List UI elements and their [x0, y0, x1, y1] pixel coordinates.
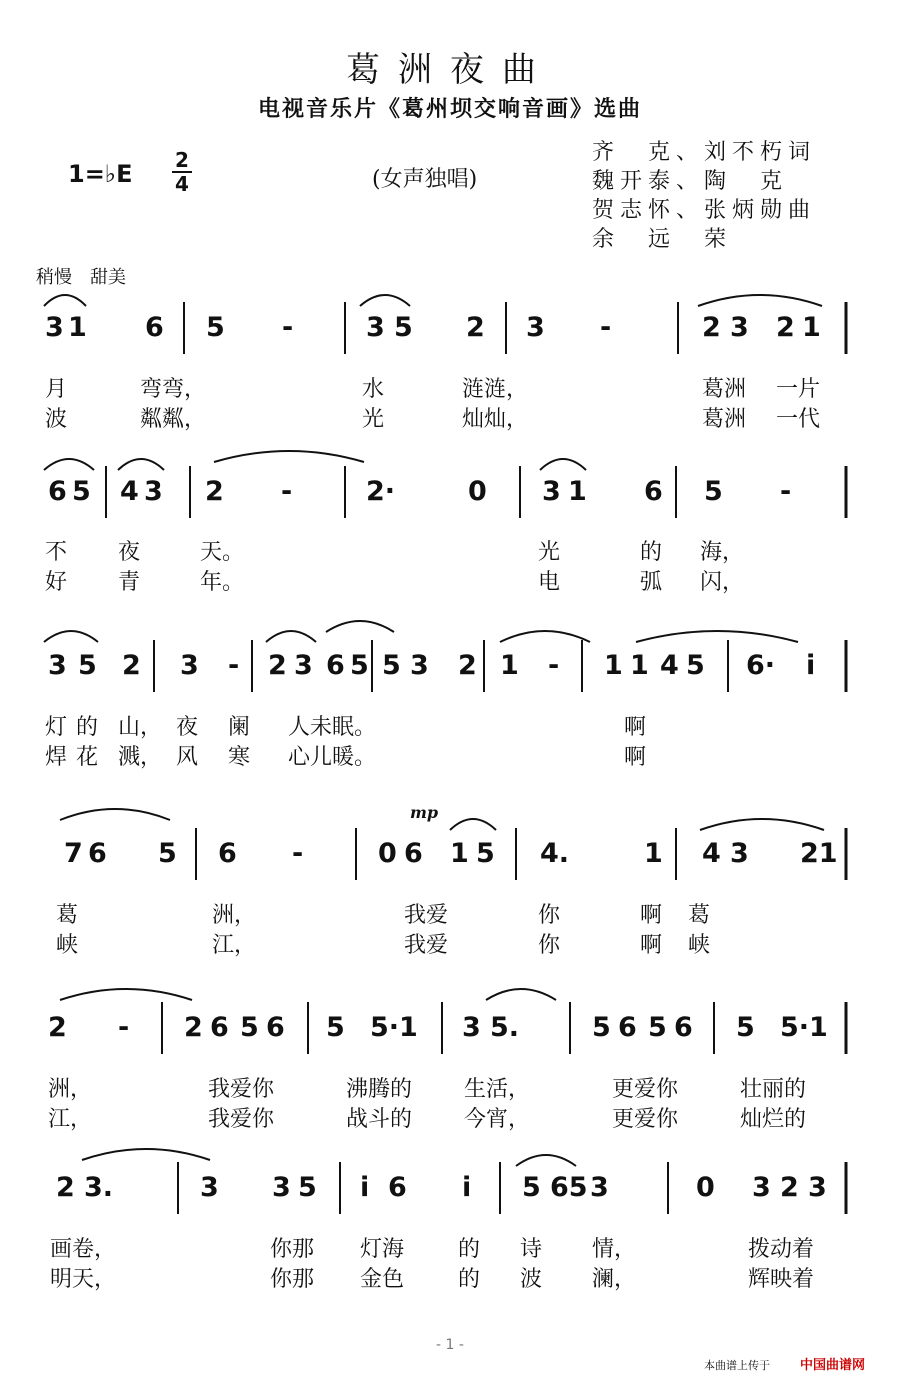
lyric-word: 涟涟，: [462, 377, 529, 402]
lyric-word: 阑: [228, 715, 251, 740]
note: 5: [476, 838, 495, 869]
lyric-word: 光: [538, 540, 561, 565]
lyric-word: 生活，: [464, 1077, 531, 1102]
note: 4: [120, 476, 139, 507]
site-logo: 中国曲谱网: [800, 1358, 866, 1373]
lyric-word: 山，: [118, 715, 163, 740]
lyric-word: 灯: [45, 715, 68, 740]
note: 6: [326, 650, 345, 681]
slur: [636, 631, 798, 642]
slur: [540, 459, 586, 470]
note: 3: [526, 312, 545, 343]
note: 7: [64, 838, 83, 869]
note: 2: [184, 1012, 203, 1043]
note: 6: [618, 1012, 637, 1043]
note: 5: [522, 1172, 541, 1203]
note: -: [600, 312, 612, 343]
lyric-word: 溅，: [118, 745, 163, 770]
note: 21: [800, 838, 838, 869]
lyric-word: 沸腾的: [346, 1077, 413, 1102]
credit-line: 魏开泰、陶 克: [592, 169, 789, 194]
note: 3: [272, 1172, 291, 1203]
voice-type: (女声独唱): [372, 167, 478, 192]
note: 2: [48, 1012, 67, 1043]
note: 0: [696, 1172, 715, 1203]
note: -: [780, 476, 792, 507]
note: 3: [294, 650, 313, 681]
note: 6: [644, 476, 663, 507]
note: 6: [218, 838, 237, 869]
note: 6·: [746, 650, 776, 681]
note: 3: [180, 650, 199, 681]
lyric-word: 更爱你: [612, 1077, 679, 1102]
note: 5: [206, 312, 225, 343]
note: 5: [592, 1012, 611, 1043]
lyric-word: 夜: [176, 715, 199, 740]
note: 3: [808, 1172, 827, 1203]
note: 4: [702, 838, 721, 869]
lyric-word: 弯弯，: [140, 377, 207, 402]
dynamic-marking: mp: [410, 803, 439, 822]
lyric-word: 战斗的: [346, 1107, 413, 1132]
credit-line: 齐 克、刘不朽词: [592, 140, 817, 165]
lyric-word: 你那: [270, 1237, 315, 1262]
slur: [44, 459, 94, 470]
note: 3: [752, 1172, 771, 1203]
note: 6: [88, 838, 107, 869]
note: 4.: [540, 838, 570, 869]
lyric-word: 更爱你: [612, 1107, 679, 1132]
note: 6: [404, 838, 423, 869]
meter-top: 2: [175, 148, 189, 172]
lyric-word: 拨动着: [748, 1237, 815, 1262]
lyric-word: 峡: [688, 933, 711, 958]
lyric-word: 焊: [45, 745, 68, 770]
note: 2: [56, 1172, 75, 1203]
note: 6: [145, 312, 164, 343]
lyric-word: 不: [45, 540, 68, 565]
note: 3: [590, 1172, 609, 1203]
lyric-word: 的: [458, 1237, 481, 1262]
lyric-word: 你: [538, 933, 561, 958]
note: -: [118, 1012, 130, 1043]
lyric-word: 啊: [624, 745, 647, 770]
note: 5.: [490, 1012, 520, 1043]
slur: [698, 295, 822, 306]
note: 2: [702, 312, 721, 343]
note: 3: [730, 312, 749, 343]
note: 3: [542, 476, 561, 507]
slur: [118, 459, 164, 470]
lyric-word: 我爱: [404, 933, 449, 958]
lyric-word: 青: [118, 570, 141, 595]
lyric-word: 弧: [640, 570, 663, 595]
note: 2·: [366, 476, 396, 507]
note: 2: [466, 312, 485, 343]
lyric-word: 诗: [520, 1237, 543, 1262]
note: 5: [158, 838, 177, 869]
note: 3: [45, 312, 64, 343]
note: 3.: [84, 1172, 114, 1203]
lyric-word: 我爱你: [208, 1077, 275, 1102]
lyric-word: 画卷，: [50, 1237, 117, 1262]
lyric-word: 我爱你: [208, 1107, 275, 1132]
lyric-word: 花: [76, 745, 99, 770]
slur: [44, 295, 86, 306]
song-title: 葛洲夜曲: [346, 50, 554, 90]
note: 1: [68, 312, 87, 343]
note: 5: [686, 650, 705, 681]
song-subtitle: 电视音乐片《葛州坝交响音画》选曲: [257, 97, 642, 122]
lyric-word: 人未眠。: [288, 715, 377, 740]
lyric-word: 啊: [624, 715, 647, 740]
lyric-word: 粼粼，: [140, 407, 207, 432]
lyric-word: 葛洲: [702, 377, 747, 402]
slur: [516, 1155, 576, 1166]
lyric-word: 你那: [270, 1267, 315, 1292]
lyric-word: 夜: [118, 540, 141, 565]
lyric-word: 的: [640, 540, 663, 565]
note: 3: [730, 838, 749, 869]
lyric-word: 葛洲: [702, 407, 747, 432]
note: 3: [462, 1012, 481, 1043]
note: 5: [78, 650, 97, 681]
note: 2: [268, 650, 287, 681]
slur: [360, 295, 410, 306]
note: 5: [382, 650, 401, 681]
note: -: [292, 838, 304, 869]
lyric-word: 光: [362, 407, 385, 432]
lyric-word: 峡: [56, 933, 79, 958]
lyric-word: 壮丽的: [740, 1077, 807, 1102]
note: 6: [266, 1012, 285, 1043]
note: 0: [468, 476, 487, 507]
note: 5: [72, 476, 91, 507]
note: 3: [144, 476, 163, 507]
slur: [82, 1149, 210, 1160]
note: 3: [200, 1172, 219, 1203]
lyric-word: 的: [458, 1267, 481, 1292]
note: 65: [550, 1172, 588, 1203]
lyric-word: 月: [45, 377, 68, 402]
note: 0: [378, 838, 397, 869]
lyric-word: 电: [538, 570, 561, 595]
slur: [266, 631, 316, 642]
note: 1: [802, 312, 821, 343]
note: -: [281, 476, 293, 507]
slur: [486, 989, 556, 1000]
page-number: - 1 -: [436, 1337, 464, 1353]
note: i: [806, 650, 816, 681]
note: 6: [388, 1172, 407, 1203]
lyric-word: 啊: [640, 933, 663, 958]
note: 1: [568, 476, 587, 507]
note: 6: [210, 1012, 229, 1043]
note: 2: [776, 312, 795, 343]
slur: [326, 621, 394, 632]
note: 3: [410, 650, 429, 681]
key-signature: 1=♭E: [68, 160, 133, 188]
slur: [214, 451, 364, 462]
note: 5: [648, 1012, 667, 1043]
lyric-word: 闪，: [700, 570, 745, 595]
lyric-word: 一代: [776, 407, 821, 432]
note: -: [228, 650, 240, 681]
lyric-word: 啊: [640, 903, 663, 928]
lyric-word: 金色: [360, 1267, 405, 1292]
lyric-word: 心儿暖。: [288, 745, 377, 770]
note: 2: [122, 650, 141, 681]
lyric-word: 江，: [212, 933, 257, 958]
credit-line: 贺志怀、张炳勋曲: [592, 198, 817, 223]
note: 6: [48, 476, 67, 507]
lyric-word: 一片: [776, 377, 821, 402]
lyric-word: 灿烂的: [740, 1107, 807, 1132]
note: 6: [674, 1012, 693, 1043]
lyric-word: 灿灿，: [462, 407, 529, 432]
lyric-word: 风: [176, 745, 199, 770]
note: -: [282, 312, 294, 343]
slur: [500, 631, 590, 642]
lyric-word: 波: [520, 1267, 543, 1292]
note: 5: [736, 1012, 755, 1043]
lyric-word: 灯海: [360, 1237, 405, 1262]
slur: [44, 631, 98, 642]
note: 2: [205, 476, 224, 507]
meter-bottom: 4: [175, 172, 189, 196]
note: -: [548, 650, 560, 681]
lyric-word: 天。: [200, 540, 245, 565]
lyric-word: 好: [45, 570, 68, 595]
lyric-word: 洲，: [212, 903, 257, 928]
lyric-word: 你: [538, 903, 561, 928]
note: 5: [704, 476, 723, 507]
note: 1: [630, 650, 649, 681]
note: 1: [450, 838, 469, 869]
slur: [700, 819, 824, 830]
note: 1: [644, 838, 663, 869]
note: 5: [298, 1172, 317, 1203]
note: 3: [48, 650, 67, 681]
lyric-word: 寒: [228, 745, 251, 770]
lyric-word: 辉映着: [748, 1267, 815, 1292]
lyric-word: 海，: [700, 540, 745, 565]
lyric-word: 明天，: [50, 1267, 117, 1292]
source-note: 本曲谱上传于: [704, 1359, 770, 1372]
note: i: [462, 1172, 472, 1203]
lyric-word: 的: [76, 715, 99, 740]
lyric-word: 水: [362, 377, 385, 402]
lyric-word: 葛: [56, 903, 79, 928]
lyric-word: 情，: [592, 1237, 637, 1262]
note: 5: [350, 650, 369, 681]
note: 5: [394, 312, 413, 343]
lyric-word: 今宵，: [464, 1107, 531, 1132]
note: 5: [326, 1012, 345, 1043]
lyric-word: 葛: [688, 903, 711, 928]
note: 2: [780, 1172, 799, 1203]
lyric-word: 波: [45, 407, 68, 432]
note: 4: [660, 650, 679, 681]
lyric-word: 年。: [200, 570, 245, 595]
credit-line: 余 远 荣: [592, 227, 733, 252]
note: i: [360, 1172, 370, 1203]
note: 3: [366, 312, 385, 343]
note: 1: [604, 650, 623, 681]
note: 5·1: [370, 1012, 418, 1043]
note: 5·1: [780, 1012, 828, 1043]
note: 2: [458, 650, 477, 681]
lyric-word: 澜，: [592, 1267, 637, 1292]
slur: [60, 989, 192, 1000]
note: 1: [500, 650, 519, 681]
lyric-word: 洲，: [48, 1077, 93, 1102]
slur: [450, 819, 496, 830]
slur: [60, 809, 170, 820]
tempo-marking: 稍慢 甜美: [36, 267, 126, 288]
note: 5: [240, 1012, 259, 1043]
lyric-word: 江，: [48, 1107, 93, 1132]
lyric-word: 我爱: [404, 903, 449, 928]
